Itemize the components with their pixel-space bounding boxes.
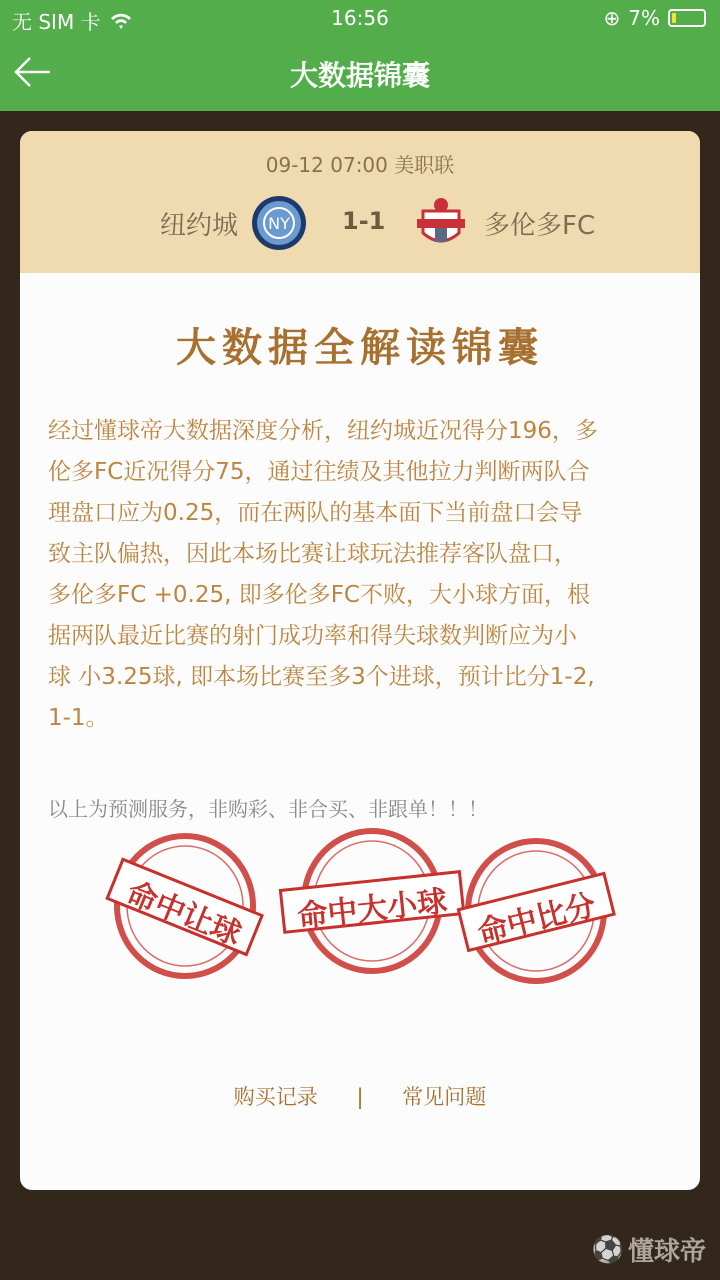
toronto-fc-logo: [413, 195, 469, 251]
page-title: 大数据锦囊: [289, 59, 430, 92]
text-line: 理盘口应为0.25，而在两队的基本面下当前盘口会导: [48, 500, 583, 526]
rotation-lock-icon: ⊕: [603, 6, 621, 30]
match-row: [20, 195, 700, 251]
stamp-text: 命中大小球: [295, 884, 449, 935]
text-line: 据两队最近比赛的射门成功率和得失球数判断应为小: [48, 623, 577, 649]
text-line: 致主队偏热，因此本场比赛让球玩法推荐客队盘口，: [48, 541, 577, 567]
disclaimer: 以上为预测服务，非购彩、非合买、非跟单！！！: [48, 797, 488, 821]
content-card: [20, 131, 700, 1190]
stamp-badge: [292, 826, 452, 976]
text-line: 1-1。: [48, 705, 109, 731]
carrier: 无 SIM 卡: [12, 10, 101, 34]
text-line: 经过懂球帝大数据深度分析，纽约城近况得分196，多: [48, 418, 598, 444]
stamp-text: 命中让球: [121, 875, 246, 953]
stamp-text: 命中比分: [474, 887, 600, 951]
faq-link[interactable]: 常见问题: [402, 1085, 487, 1109]
clock: 16:56: [331, 6, 389, 30]
nav-bar: [0, 36, 720, 111]
match-score: 1-1: [342, 207, 386, 235]
battery-percent: 7%: [628, 6, 660, 30]
text-line: 球 小3.25球, 即本场比赛至多3个进球，预计比分1-2,: [48, 664, 595, 690]
status-bar: [0, 0, 720, 36]
footer-links: [20, 1081, 700, 1111]
nycfc-logo: [251, 195, 307, 251]
stamp-badge: [105, 831, 265, 981]
stamp-badge: [456, 836, 616, 986]
home-team: 纽约城: [160, 211, 239, 241]
analysis-title: 大数据全解读锦囊: [176, 324, 544, 371]
watermark: ⚽ 懂球帝: [591, 1234, 706, 1267]
purchase-record-link[interactable]: 购买记录: [233, 1085, 318, 1109]
battery-icon: [668, 9, 706, 27]
match-datetime-league: 09-12 07:00 美职联: [265, 153, 455, 177]
separator: |: [356, 1085, 364, 1109]
svg-text:NY: NY: [268, 214, 290, 233]
analysis-text: [48, 411, 678, 739]
soccer-ball-icon: ⚽: [591, 1234, 624, 1265]
away-team: 多伦多FC: [484, 211, 596, 241]
text-line: 伦多FC近况得分75，通过往绩及其他拉力判断两队合: [48, 459, 590, 485]
text-line: 多伦多FC +0.25, 即多伦多FC不败，大小球方面，根: [48, 582, 590, 608]
